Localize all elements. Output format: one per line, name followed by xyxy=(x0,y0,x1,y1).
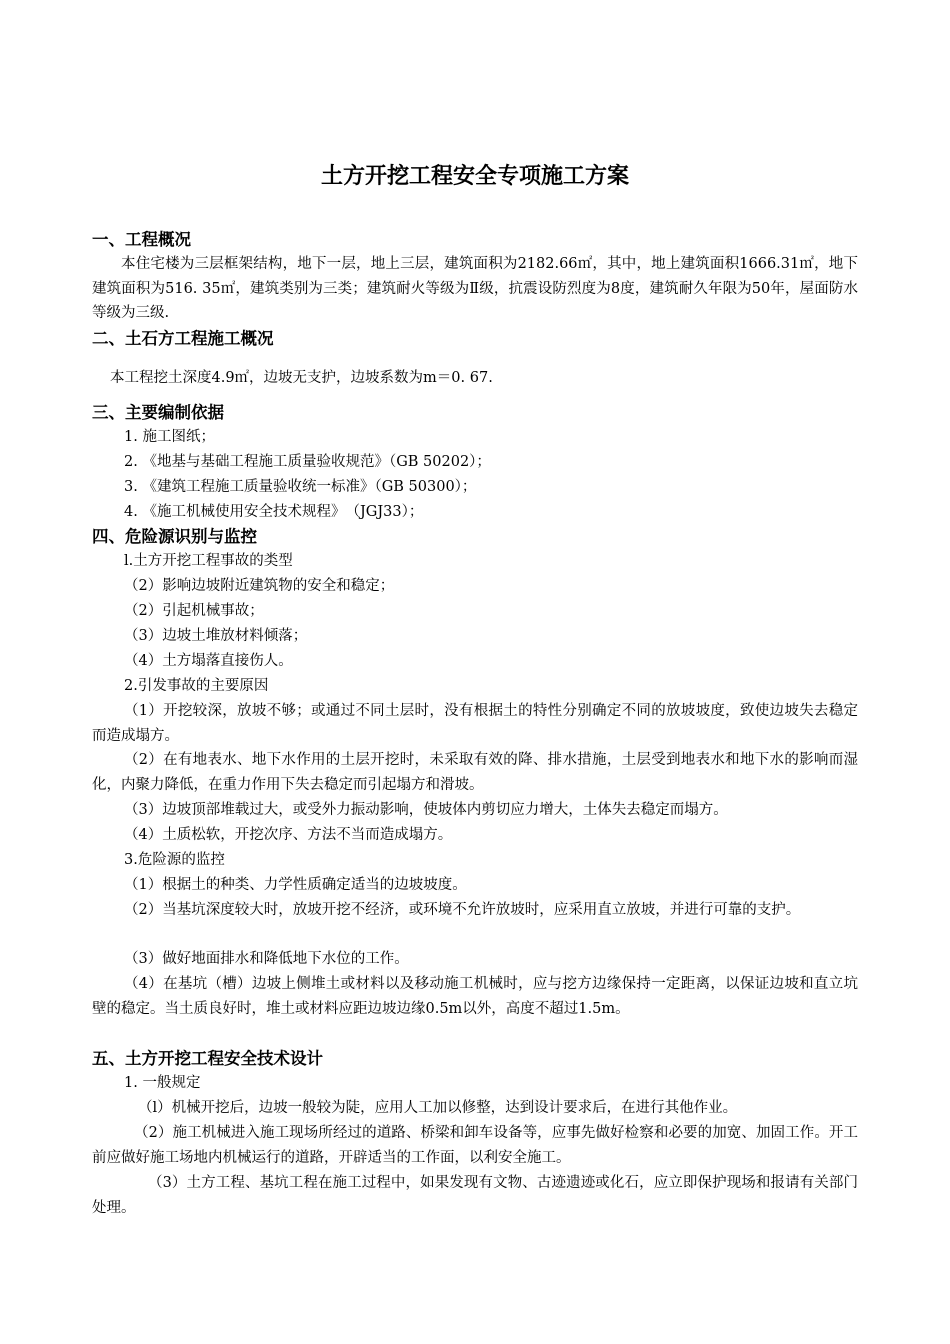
section-1-text: 本住宅楼为三层框架结构，地下一层，地上三层，建筑面积为2182.66㎡，其中，地上建筑面积1666.31㎡，地下建筑面积为516. 35㎡，建筑类别为三类；建筑耐火等级为Ⅱ级，抗震设防烈度为8度，建筑耐久年限为50年，屋面防水等级为三级. xyxy=(92,256,858,321)
section-4-heading: 四、危险源识别与监控 xyxy=(92,527,257,546)
section-3-heading: 三、主要编制依据 xyxy=(92,403,224,422)
reference-item: 1. 施工图纸； xyxy=(124,429,215,445)
section-2-text: 本工程挖土深度4.9㎡，边坡无支护，边坡系数为m＝0. 67. xyxy=(110,370,493,386)
paragraph: （1）根据土的种类、力学性质确定适当的边坡坡度。 xyxy=(124,877,467,893)
reference-item: 4. 《施工机械使用安全技术规程》 （JGJ33）； xyxy=(124,504,424,520)
list-item: （2）引起机械事故； xyxy=(124,603,264,619)
paragraph: （4）土质松软，开挖次序、方法不当而造成塌方。 xyxy=(124,827,453,843)
paragraph: （3）做好地面排水和降低地下水位的工作。 xyxy=(124,951,409,967)
list-item: （4）土方塌落直接伤人。 xyxy=(124,653,293,669)
list-item: （3）边坡土堆放材料倾落； xyxy=(124,628,308,644)
paragraph: （1）开挖较深，放坡不够；或通过不同土层时，没有根据土的特性分别确定不同的放坡坡度，致使边坡失去稳定而造成塌方。 xyxy=(92,703,858,744)
paragraph: （3）土方工程、基坑工程在施工过程中，如果发现有文物、古迹遗迹或化石，应立即保护现场和报请有关部门处理。 xyxy=(92,1175,858,1216)
subsection-heading: l.土方开挖工程事故的类型 xyxy=(124,553,293,569)
list-item: （2）影响边坡附近建筑物的安全和稳定； xyxy=(124,578,395,594)
paragraph: （4）在基坑（槽）边坡上侧堆土或材料以及移动施工机械时，应与挖方边缘保持一定距离，以保证边坡和直立坑壁的稳定。当土质良好时，堆土或材料应距边坡边缘0.5m以外，高度不超过1.5m。 xyxy=(92,976,858,1017)
paragraph: （3）边坡顶部堆载过大，或受外力振动影响，使坡体内剪切应力增大，土体失去稳定而塌方。 xyxy=(124,802,728,818)
document-title: 土方开挖工程安全专项施工方案 xyxy=(320,164,629,189)
paragraph: （2）在有地表水、地下水作用的土层开挖时，未采取有效的降、排水措施，土层受到地表水和地下水的影响而湿化，内聚力降低，在重力作用下失去稳定而引起塌方和滑坡。 xyxy=(92,752,858,793)
subsection-heading: 1. 一般规定 xyxy=(124,1075,201,1091)
section-2-heading: 二、土石方工程施工概况 xyxy=(92,329,274,348)
paragraph: （2）施工机械进入施工现场所经过的道路、桥梁和卸车设备等，应事先做好检察和必要的加宽、加固工作。开工前应做好施工场地内机械运行的道路，开辟适当的工作面，以利安全施工。 xyxy=(92,1125,858,1166)
reference-item: 2. 《地基与基础工程施工质量验收规范》（GB 50202）； xyxy=(124,454,491,470)
paragraph: （2）当基坑深度较大时，放坡开挖不经济，或环境不允许放坡时，应采用直立放坡，并进行可靠的支护。 xyxy=(124,902,801,918)
paragraph: （l）机械开挖后，边坡一般较为陡，应用人工加以修整，达到设计要求后，在进行其他作业。 xyxy=(138,1100,738,1116)
section-5-heading: 五、土方开挖工程安全技术设计 xyxy=(92,1049,323,1068)
reference-item: 3. 《建筑工程施工质量验收统一标准》（GB 50300）； xyxy=(124,479,477,495)
subsection-heading: 3.危险源的监控 xyxy=(124,852,225,868)
subsection-heading: 2.引发事故的主要原因 xyxy=(124,678,269,694)
section-1-heading: 一、工程概况 xyxy=(92,230,191,249)
